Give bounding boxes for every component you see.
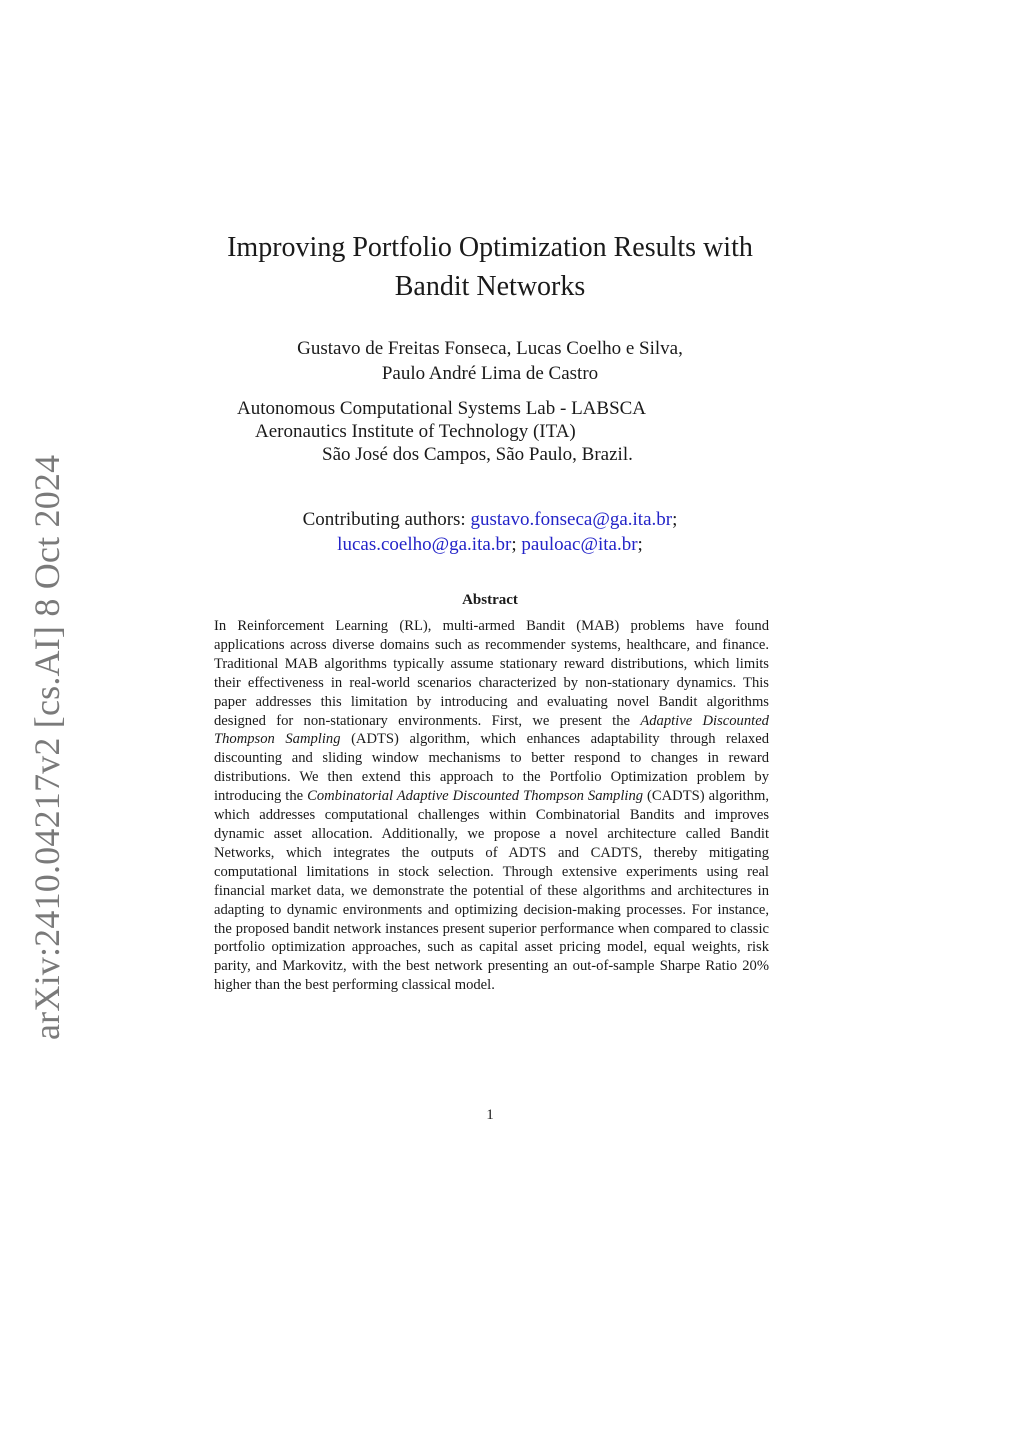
email-separator: ; [511,534,517,555]
abstract-text-part-3: (CADTS) algorithm, which addresses computational challenges within Combinatorial Bandits and improves dynamic asset allocation. Additionally, we propose a novel architecture called Bandit Networks, which integrates the outputs of ADTS and CADTS, thereby mitigating computational limitations in stock selection. Through extensive experiments using real financial market data, we demonstrate the potential of these algorithms and architectures in adapting to dynamic environments and optimizing decision-making processes. For instance, the proposed bandit network instances present superior performance when compared to classic portfolio optimization approaches, such as capital asset pricing model, equal weights, risk parity, and Markovitz, with the best network presenting an out-of-sample Sharpe Ratio 20% higher than the best performing classical model. [214,788,769,994]
abstract-body [214,617,769,995]
author-list [190,336,790,386]
affiliation-location: São José dos Campos, São Paulo, Brazil. [322,444,633,465]
affiliation-institute: Aeronautics Institute of Technology (ITA) [255,421,576,442]
email-separator: ; [637,534,643,555]
email-link-castro[interactable]: pauloac@ita.br [521,534,638,555]
abstract-italic-adts: Adaptive Discounted Thompson Sampling [214,712,769,748]
contributing-authors [190,507,790,557]
page-number: 1 [486,1107,494,1123]
email-link-coelho[interactable]: lucas.coelho@ga.ita.br [337,534,512,555]
title-line-1: Improving Portfolio Optimization Results with [227,232,753,263]
abstract-text-part-1: In Reinforcement Learning (RL), multi-armed Bandit (MAB) problems have found applications across diverse domains such as recommender systems, healthcare, and finance. Traditional MAB algorithms typically assume stationary reward distributions, which limits their effectiveness in real-world scenarios characterized by non-stationary dynamics. This paper addresses this limitation by introducing and evaluating novel Bandit algorithms designed for non-stationary environments. First, we present the [214,618,769,729]
title-line-2: Bandit Networks [394,271,586,302]
authors-line-1: Gustavo de Freitas Fonseca, Lucas Coelho e Silva, [297,338,683,359]
abstract-italic-cadts: Combinatorial Adaptive Discounted Thompson Sampling [307,788,644,805]
email-separator: ; [672,509,678,530]
contributing-label: Contributing authors: [302,509,471,530]
arxiv-identifier: arXiv:2410.04217v2 [cs.AI] 8 Oct 2024 [27,454,67,1040]
affiliation-lab: Autonomous Computational Systems Lab - LABSCA [237,398,647,419]
paper-title [190,228,790,306]
abstract-text-part-2: (ADTS) algorithm, which enhances adaptability through relaxed discounting and sliding window mechanisms to better respond to changes in reward distributions. We then extend this approach to the Portfolio Optimization problem by introducing the [214,731,769,805]
abstract-heading: Abstract [462,592,518,608]
authors-line-2: Paulo André Lima de Castro [381,363,599,384]
email-link-fonseca[interactable]: gustavo.fonseca@ga.ita.br [470,509,673,530]
